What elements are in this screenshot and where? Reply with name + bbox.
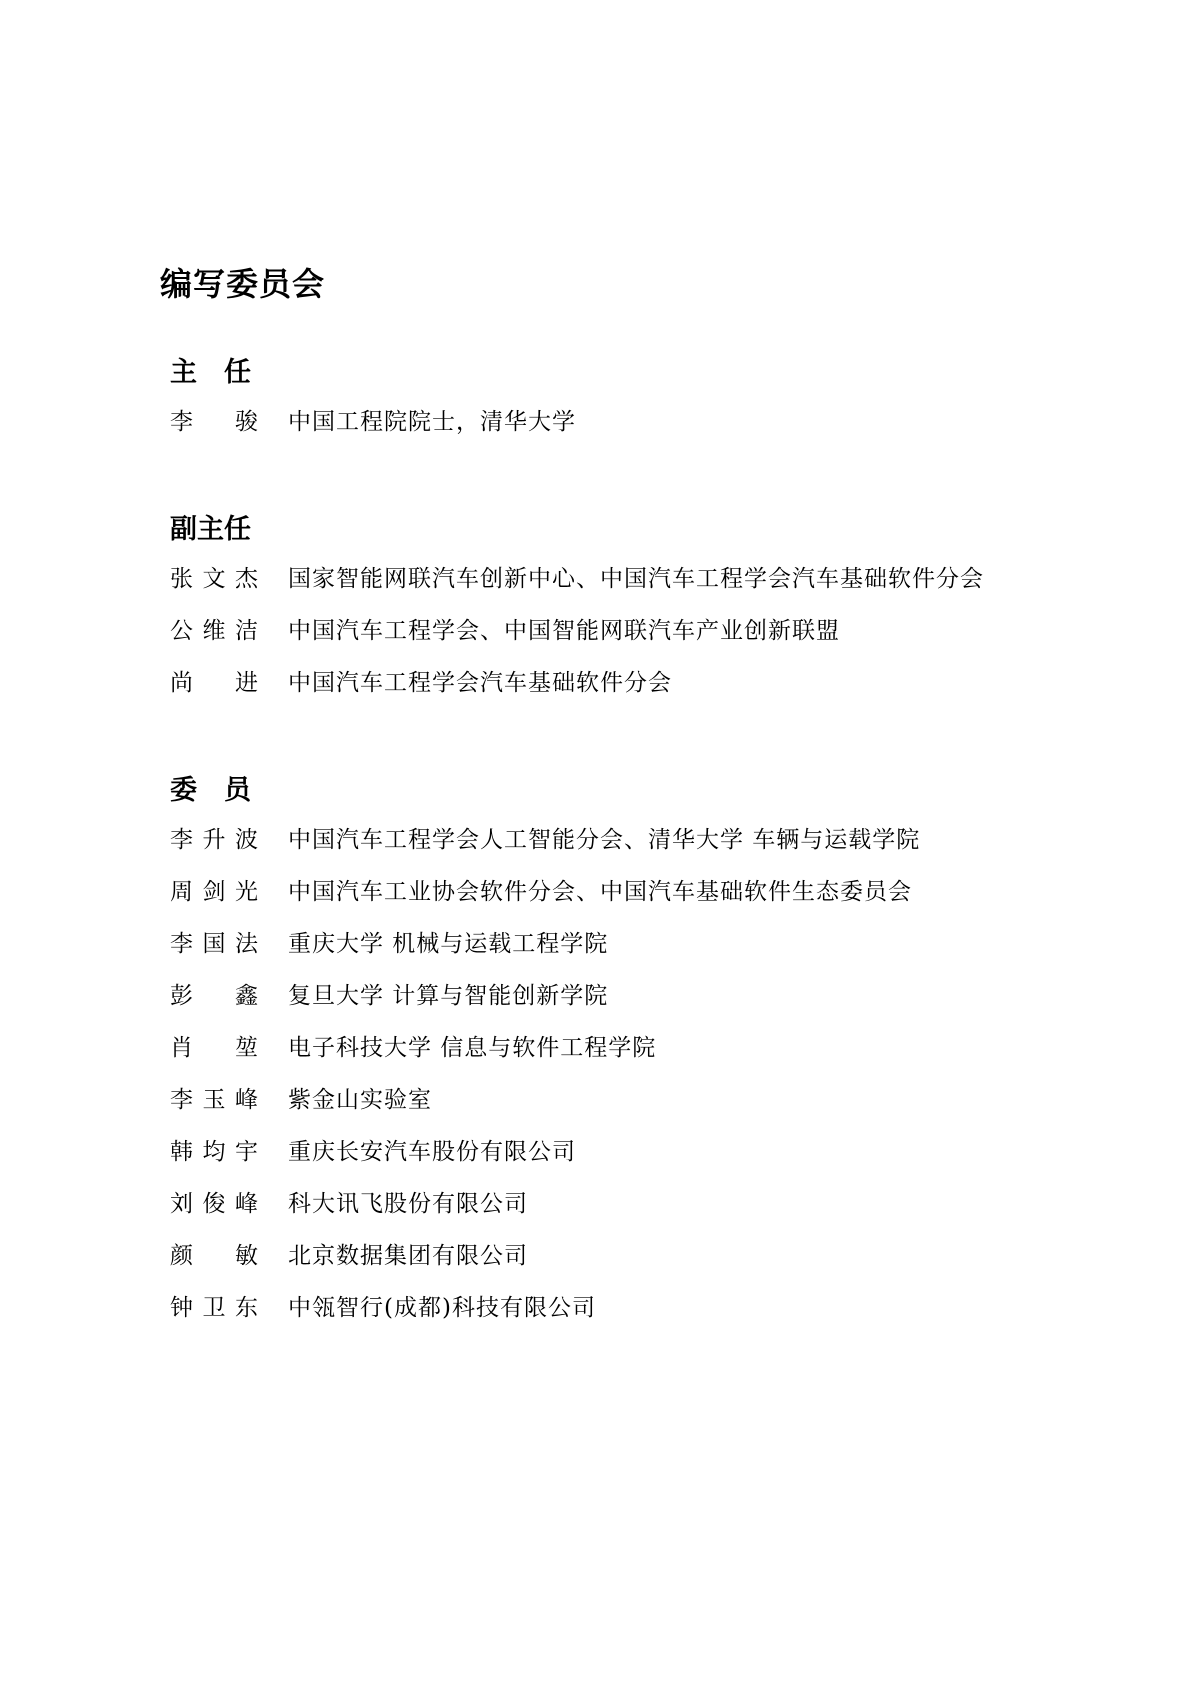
- name-char: 敏: [235, 1243, 258, 1269]
- member-affiliation: 复旦大学 计算与智能创新学院: [288, 983, 609, 1009]
- name-char: 波: [235, 827, 258, 853]
- name-char: 李: [170, 931, 193, 957]
- member-name: [170, 978, 258, 1014]
- name-char: 堃: [235, 1035, 258, 1061]
- name-char: 李: [170, 827, 193, 853]
- member-affiliation: 电子科技大学 信息与软件工程学院: [288, 1035, 657, 1061]
- member-affiliation: 科大讯飞股份有限公司: [288, 1191, 528, 1217]
- member-name: [170, 561, 258, 597]
- name-char: 肖: [170, 1035, 193, 1061]
- member-name: [170, 404, 258, 440]
- member-affiliation: 中国工程院院士，清华大学: [288, 409, 576, 435]
- member-name: [170, 1186, 258, 1222]
- name-char: 刘: [170, 1191, 193, 1217]
- member-affiliation: 紫金山实验室: [288, 1087, 432, 1113]
- member-name: [170, 1134, 258, 1170]
- member-name: [170, 1082, 258, 1118]
- member-affiliation: 重庆长安汽车股份有限公司: [288, 1139, 576, 1165]
- name-char: 宇: [235, 1139, 258, 1165]
- name-char: 洁: [235, 618, 258, 644]
- member-affiliation: 国家智能网联汽车创新中心、中国汽车工程学会汽车基础软件分会: [288, 566, 984, 592]
- name-char: 周: [170, 879, 193, 905]
- member-name: [170, 1030, 258, 1066]
- name-char: 维: [202, 618, 226, 644]
- name-char: 文: [202, 566, 226, 592]
- name-char: 张: [170, 566, 193, 592]
- name-char: 李: [170, 409, 193, 435]
- member-affiliation: 中国汽车工程学会、中国智能网联汽车产业创新联盟: [288, 618, 840, 644]
- name-char: 峰: [235, 1087, 258, 1113]
- name-char: 卫: [202, 1295, 226, 1321]
- name-char: 颜: [170, 1243, 193, 1269]
- member-affiliation: 中国汽车工程学会人工智能分会、清华大学 车辆与运载学院: [288, 827, 921, 853]
- name-char: 骏: [235, 409, 258, 435]
- name-char: 峰: [235, 1191, 258, 1217]
- name-char: 尚: [170, 670, 193, 696]
- name-char: 东: [235, 1295, 258, 1321]
- section-heading-director: 主 任: [170, 357, 251, 388]
- name-char: 玉: [202, 1087, 226, 1113]
- member-name: [170, 613, 258, 649]
- member-affiliation: 中瓴智行(成都)科技有限公司: [288, 1295, 596, 1321]
- member-affiliation: 中国汽车工程学会汽车基础软件分会: [288, 670, 672, 696]
- member-name: [170, 926, 258, 962]
- name-char: 钟: [170, 1295, 193, 1321]
- section-heading-deputy-director: 副主任: [170, 514, 251, 545]
- name-char: 李: [170, 1087, 193, 1113]
- member-affiliation: 中国汽车工业协会软件分会、中国汽车基础软件生态委员会: [288, 879, 912, 905]
- name-char: 法: [235, 931, 258, 957]
- member-name: [170, 874, 258, 910]
- name-char: 鑫: [235, 983, 258, 1009]
- name-char: 韩: [170, 1139, 193, 1165]
- name-char: 俊: [202, 1191, 226, 1217]
- name-char: 均: [202, 1139, 226, 1165]
- name-char: 杰: [235, 566, 258, 592]
- member-name: [170, 665, 258, 701]
- name-char: 国: [202, 931, 226, 957]
- member-name: [170, 1290, 258, 1326]
- name-char: 剑: [202, 879, 226, 905]
- member-name: [170, 1238, 258, 1274]
- page-title: 编写委员会: [160, 265, 326, 303]
- member-name: [170, 822, 258, 858]
- member-affiliation: 重庆大学 机械与运载工程学院: [288, 931, 609, 957]
- member-affiliation: 北京数据集团有限公司: [288, 1243, 528, 1269]
- name-char: 升: [202, 827, 226, 853]
- name-char: 彭: [170, 983, 193, 1009]
- section-heading-members: 委 员: [170, 775, 251, 806]
- name-char: 进: [235, 670, 258, 696]
- name-char: 光: [235, 879, 258, 905]
- name-char: 公: [170, 618, 193, 644]
